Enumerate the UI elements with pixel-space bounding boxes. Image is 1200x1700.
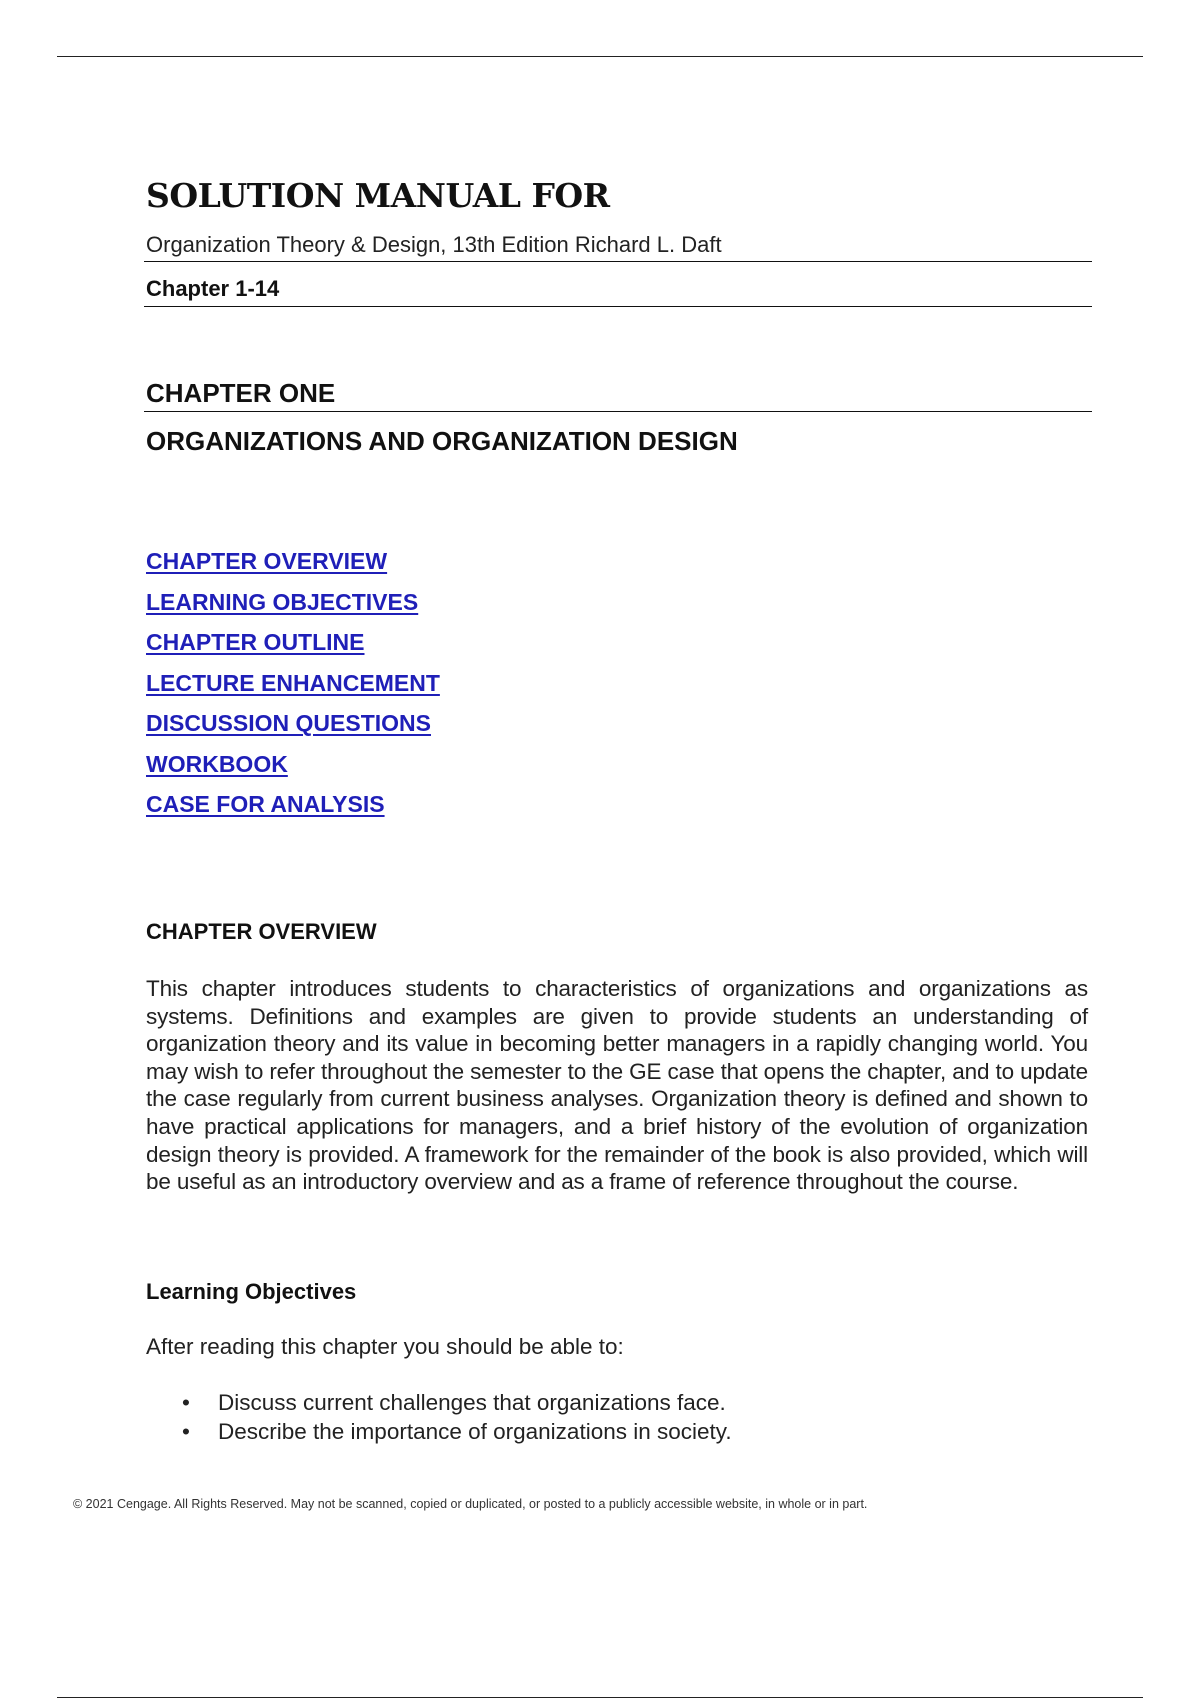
- chapter-label: CHAPTER ONE: [146, 378, 336, 408]
- objectives-intro: After reading this chapter you should be able to:: [146, 1334, 624, 1359]
- toc-link-chapter-outline[interactable]: CHAPTER OUTLINE: [146, 629, 365, 655]
- chapter-title: ORGANIZATIONS AND ORGANIZATION DESIGN: [146, 426, 738, 456]
- toc-item: [146, 791, 440, 832]
- toc-item: [146, 629, 440, 670]
- copyright-footer: © 2021 Cengage. All Rights Reserved. May not be scanned, copied or duplicated, or posted to a publicly accessible website, in whole or in part.: [73, 1497, 868, 1511]
- toc-item: [146, 589, 440, 630]
- toc-link-learning-objectives[interactable]: LEARNING OBJECTIVES: [146, 588, 419, 615]
- header-rule-1: [144, 261, 1092, 262]
- chapter-range: Chapter 1-14: [146, 276, 280, 301]
- list-item: [146, 1419, 732, 1448]
- toc-link-discussion-questions[interactable]: DISCUSSION QUESTIONS: [146, 710, 431, 736]
- page-bottom-rule: [57, 1697, 1143, 1698]
- chapter-rule: [144, 411, 1092, 412]
- bullet-icon: •: [182, 1418, 190, 1444]
- page-top-rule: [57, 56, 1143, 57]
- toc-item: [146, 710, 440, 751]
- overview-heading: CHAPTER OVERVIEW: [146, 919, 377, 944]
- objective-text: Describe the importance of organizations in society.: [218, 1418, 732, 1444]
- overview-paragraph: This chapter introduces students to characteristics of organizations and organizations as systems. Definitions and examples are given to provide students an understanding of organization theory and its value in becoming better managers in a rapidly changing world. You may wish to refer throughout the semester to the GE case that opens the chapter, and to update the case regularly from current business analyses. Organization theory is defined and shown to have practical applications for managers, and a brief history of the evolution of organization design theory is provided. A framework for the remainder of the book is also provided, which will be useful as an introductory overview and as a frame of reference throughout the course.: [146, 976, 1088, 1195]
- toc-link-case-for-analysis[interactable]: CASE FOR ANALYSIS: [146, 791, 385, 817]
- toc-item: [146, 548, 440, 589]
- book-info: Organization Theory & Design, 13th Edition Richard L. Daft: [146, 232, 722, 257]
- bullet-icon: •: [182, 1390, 190, 1415]
- toc-link-workbook[interactable]: WORKBOOK: [146, 750, 288, 777]
- table-of-contents: [146, 548, 440, 832]
- toc-link-lecture-enhancement[interactable]: LECTURE ENHANCEMENT: [146, 669, 440, 696]
- objective-text: Discuss current challenges that organizations face.: [218, 1390, 726, 1415]
- manual-title: SOLUTION MANUAL FOR: [146, 176, 610, 215]
- toc-item: [146, 670, 440, 711]
- objectives-list: [146, 1390, 732, 1447]
- list-item: [146, 1390, 732, 1419]
- toc-item: [146, 751, 440, 792]
- toc-link-chapter-overview[interactable]: CHAPTER OVERVIEW: [146, 548, 388, 574]
- objectives-heading: Learning Objectives: [146, 1279, 357, 1304]
- header-rule-2: [144, 306, 1092, 307]
